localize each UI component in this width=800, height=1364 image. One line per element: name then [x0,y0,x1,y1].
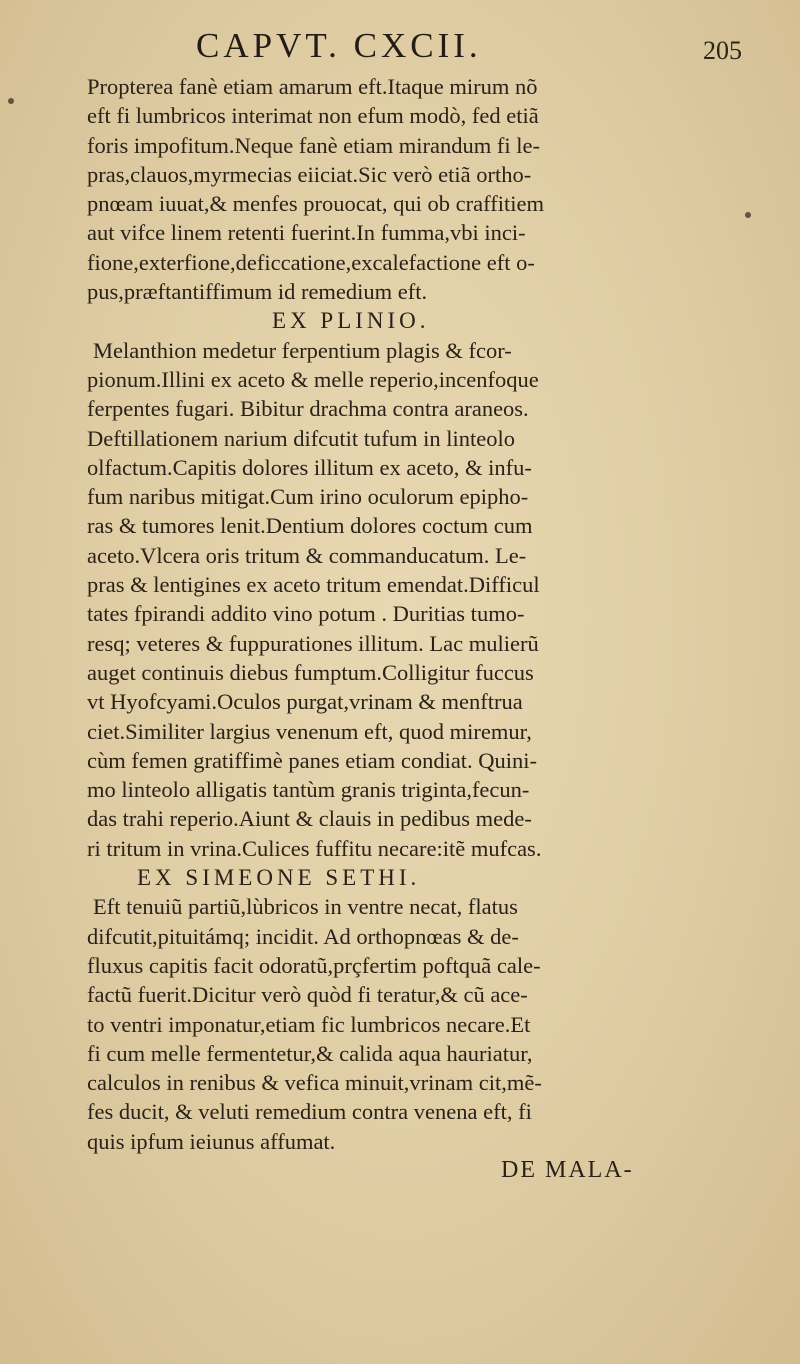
text-line: factũ fuerit.Dicitur verò quòd fi teratur,& cũ ace- [87,982,528,1008]
text-line: vt Hyofcyami.Oculos purgat,vrinam & menftrua [87,689,523,715]
text-line: aceto.Vlcera oris tritum & commanducatum. Le- [87,542,527,568]
text-line: cùm femen gratiffimè panes etiam condiat. Quini- [87,747,538,773]
text-line: aut vifce linem retenti fuerint.In fumma,vbi inci- [87,220,526,246]
text-line: olfactum.Capitis dolores illitum ex aceto, & infu- [87,454,532,480]
text-line: Eft tenuiũ partiũ,lùbricos in ventre necat, flatus [93,894,518,920]
text-line: ri tritum in vrina.Culices fuffitu necare:itẽ mufcas. [87,835,542,861]
text-line: fi cum melle fermentetur,& calida aqua hauriatur, [87,1040,533,1066]
text-line: foris impofitum.Neque fanè etiam mirandum fi le- [87,132,540,158]
text-line: resq; veteres & fuppurationes illitum. Lac mulierũ [87,630,539,656]
text-line: das trahi reperio.Aiunt & clauis in pedibus mede- [87,806,532,832]
text-line: calculos in renibus & vefica minuit,vrinam cit,mẽ- [87,1070,542,1096]
text-line: quis ipfum ieiunus affumat. [87,1128,336,1154]
text-line: tates fpirandi addito vino potum . Duritias tumo- [87,601,525,627]
running-head: CAPVT. CXCII. [196,26,482,65]
text-line: fione,exterfione,deficcatione,excalefactione eft o- [87,249,535,275]
text-line: fes ducit, & veluti remedium contra venena eft, fi [87,1099,532,1125]
text-line: to ventri imponatur,etiam fic lumbricos necare.Et [87,1011,531,1037]
text-line: Melanthion medetur ferpentium plagis & fcor- [93,337,512,363]
text-line: fum naribus mitigat.Cum irino oculorum epipho- [87,484,529,510]
text-line: difcutit,pituitámq; incidit. Ad orthopnœas & de- [87,923,519,949]
ink-speck [745,212,751,218]
text-line: ras & tumores lenit.Dentium dolores coctum cum [87,513,533,539]
text-line: pus,præftantiffimum id remedium eft. [87,279,428,305]
section-heading: EX PLINIO. [272,308,430,334]
text-line: ciet.Similiter largius venenum eft, quod miremur, [87,718,532,744]
text-line: ferpentes fugari. Bibitur drachma contra araneos. [87,396,529,422]
text-line: fluxus capitis facit odoratũ,prçfertim poftquã cale- [87,952,541,978]
text-line: pionum.Illini ex aceto & melle reperio,incenfoque [87,366,539,392]
text-line: pras & lentigines ex aceto tritum emendat.Difficul [87,572,540,598]
text-line: mo linteolo alligatis tantùm granis triginta,fecun- [87,777,530,803]
text-line: auget continuis diebus fumptum.Colligitur fuccus [87,659,534,685]
ink-speck [8,98,14,104]
section-heading: EX SIMEONE SETHI. [137,865,421,891]
text-line: Propterea fanè etiam amarum eft.Itaque mirum nõ [87,74,538,99]
page-header [0,26,800,66]
text-line: Deftillationem narium difcutit tufum in linteolo [87,425,516,451]
text-line: pnœam iuuat,& menfes prouocat, qui ob craffitiem [87,191,544,217]
catchword: DE MALA- [501,1156,634,1183]
page-number: 205 [703,36,742,65]
text-line: eft fi lumbricos interimat non efum modò, fed etiã [87,103,539,129]
text-line: pras,clauos,myrmecias eiiciat.Sic verò etiã ortho- [87,161,532,187]
body-text [87,72,727,1185]
